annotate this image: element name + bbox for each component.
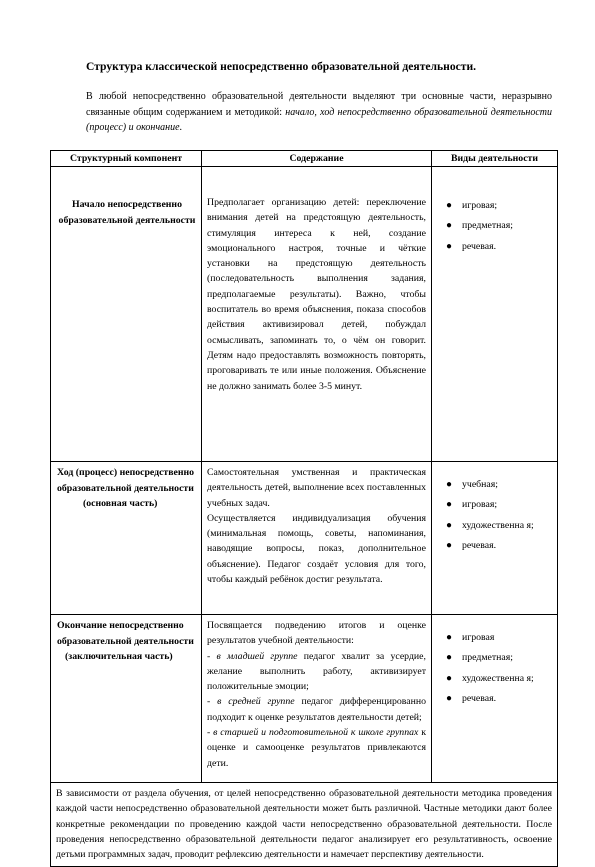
bullet-icon: ● <box>446 479 453 490</box>
component-cell <box>51 167 202 462</box>
component-cell <box>51 615 202 783</box>
bullet-icon: ● <box>446 632 453 643</box>
header-component: Структурный компонент <box>51 151 202 167</box>
bullet-icon: ● <box>446 692 453 704</box>
content-cell <box>202 167 432 462</box>
component-sublabel: (заключительная часть) <box>65 651 173 662</box>
component-label: Окончание непосредственно образовательной деятельности <box>57 620 194 647</box>
structure-table <box>50 150 558 867</box>
content-intro: Посвящается подведению итогов и оценке результатов учебной деятельности: <box>207 620 426 647</box>
intro-italic-text: начало, ход непосредственно образовательной деятельности (процесс) и окончание <box>86 106 552 133</box>
content-paragraph: Предполагает организацию детей: переключение внимания детей на предстоящую деятельность, стимуляция интереса к ней, создание эмоционального настроя, точные и чёткие установки на предстоящую деятельность (последовательность выполнения задания, предполагаемые результаты). Важно, чтобы воспитатель во время объяснения, показа способов действия активизировал детей, побуждал осмысливать, запоминать то, о чём он говорит. Детям надо предоставлять возможность повторять, проговаривать те или иные положения. Объяснение не должно занимать более 3-5 минут. <box>207 197 426 392</box>
bullet-icon: ● <box>446 220 453 232</box>
component-label: Ход (процесс) непосредственно образовательной деятельности <box>57 467 195 494</box>
activities-cell <box>432 615 558 783</box>
list-item: ● художественна я; <box>450 671 553 686</box>
table-row <box>51 462 558 615</box>
bullet-icon: ● <box>446 200 453 211</box>
content-cell <box>202 615 432 783</box>
list-item: ● речевая. <box>450 239 553 254</box>
activities-cell <box>432 167 558 462</box>
activities-list <box>432 615 557 706</box>
content-paragraph: Осуществляется индивидуализация обучения (минимальная помощь, советы, напоминания, наводящие вопросы, показ, дополнительное объяснение). Педагог создаёт условия для того, чтобы каждый ребёнок достиг результата. <box>207 512 426 586</box>
bullet-icon: ● <box>446 652 453 664</box>
content-paragraph: Самостоятельная умственная и практическая деятельность детей, выполнение всех поставленных учебных задач. <box>207 467 426 509</box>
list-item: ● игровая <box>450 630 553 645</box>
list-item: ● предметная; <box>450 218 553 233</box>
table-row <box>51 167 558 462</box>
list-item: ● предметная; <box>450 650 553 665</box>
list-item: ● художественна я; <box>450 518 553 533</box>
intro-paragraph <box>86 89 552 136</box>
content-item: - в младшей группе педагог хвалит за усердие, желание выполнить работу, активизирует положительные эмоции; <box>207 650 426 693</box>
table-footer-row <box>51 783 558 867</box>
content-item: - в средней группе педагог дифференцированно подходит к оценке результатов деятельности детей; <box>207 696 426 723</box>
activities-list <box>432 167 557 254</box>
table-row <box>51 615 558 783</box>
bullet-icon: ● <box>446 672 453 684</box>
header-content: Содержание <box>202 151 432 167</box>
bullet-icon: ● <box>446 519 453 531</box>
component-cell <box>51 462 202 615</box>
activities-list <box>432 462 557 553</box>
content-item: - в старшей и подготовительной к школе группах к оценке и самооценке результатов привлекаются дети. <box>207 727 426 769</box>
page-title: Структура классической непосредственно образовательной деятельности. <box>86 60 477 73</box>
bullet-icon: ● <box>446 499 453 511</box>
list-item: ● речевая. <box>450 691 553 706</box>
table-header-row <box>51 151 558 167</box>
activities-cell <box>432 462 558 615</box>
footer-paragraph: В зависимости от раздела обучения, от целей непосредственно образовательной деятельности методика проведения каждой части непосредственно образовательной деятельности может быть различной. Частные методики дают более конкретные рекомендации по проведению каждой части непосредственно образовательной деятельности. После проведения непосредственно образовательной деятельности педагог анализирует его результативность, освоение детьми программных задач, проводит рефлексию деятельности и намечает перспективу деятельности. <box>51 783 558 867</box>
list-item: ● речевая. <box>450 538 553 553</box>
bullet-icon: ● <box>446 240 453 252</box>
list-item: ● игровая; <box>450 198 553 213</box>
intro-end: . <box>179 122 183 133</box>
header-activities: Виды деятельности <box>432 151 558 167</box>
content-cell <box>202 462 432 615</box>
intro-text: В любой непосредственно образовательной деятельности выделяют три основные части, неразрывно связанные общим содержанием и методикой: <box>86 91 552 118</box>
bullet-icon: ● <box>446 539 453 551</box>
list-item: ● учебная; <box>450 477 553 492</box>
component-label: Начало непосредственно образовательной деятельности <box>58 199 196 226</box>
component-sublabel: (основная часть) <box>83 498 158 509</box>
list-item: ● игровая; <box>450 497 553 512</box>
